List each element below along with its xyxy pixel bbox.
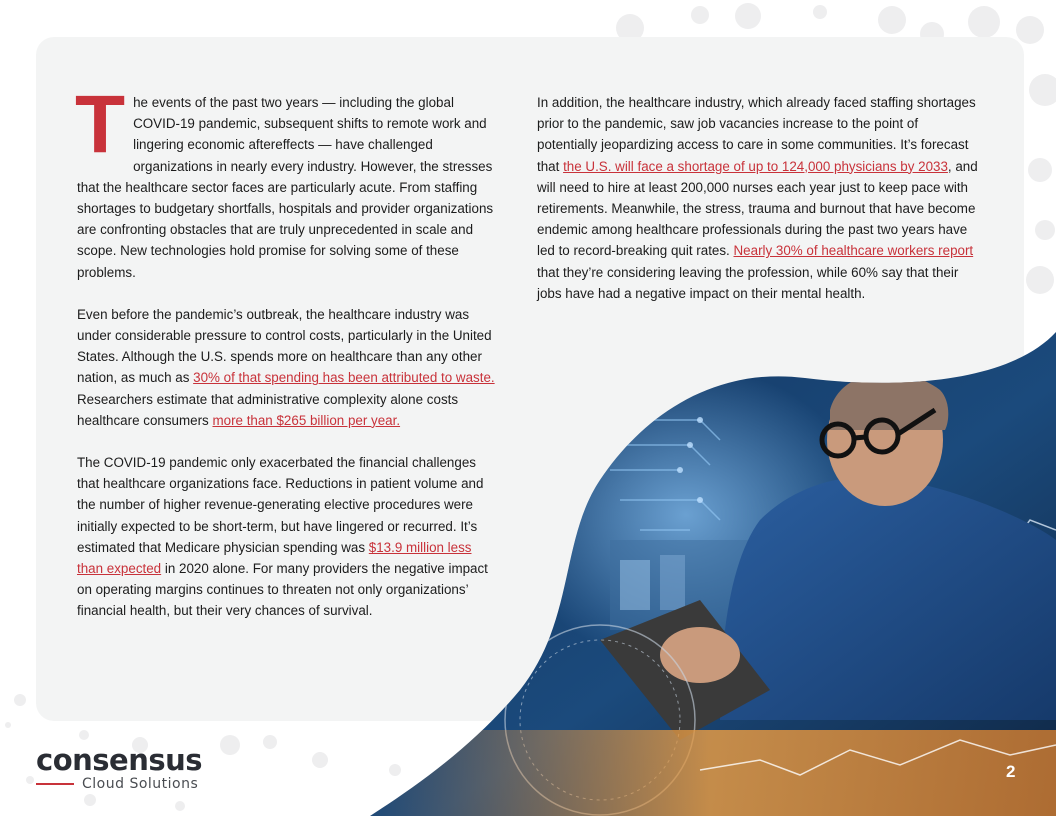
paragraph-text: in 2020 alone. For many providers the negative impact on operating margins continues to threaten not only organizations’ financial health, but their very chances of survival. [77, 561, 488, 619]
paragraph-text: Even before the pandemic’s outbreak, the healthcare industry was under considerable pressure to control costs, particularly in the United States. Although the U.S. spends more on healthcare than any other nation, as much as [77, 306, 492, 386]
covid-paragraph [77, 452, 495, 622]
paragraph-text: Researchers estimate that administrative complexity alone costs healthcare consumers [77, 391, 459, 428]
paragraph-text: , and will need to hire at least 200,000 nurses each year just to keep pace with retirements. Meanwhile, the stress, trauma and burnout that have become endemic among healthcare professionals during the past two years have led to record-breaking quit rates. [537, 158, 978, 259]
paragraph-text: In addition, the healthcare industry, which already faced staffing shortages prior to the pandemic, saw job vacancies increase to the point of potentially jeopardizing access to care in some communities. It’s forecast that [537, 95, 976, 174]
logo-accent-line [36, 783, 74, 785]
logo-subtitle-row [36, 776, 202, 792]
logo-subtitle: Cloud Solutions [82, 776, 199, 792]
staffing-paragraph [537, 92, 982, 304]
waste-link[interactable]: 30% of that spending has been attributed to waste. [193, 370, 495, 386]
admin-cost-link[interactable]: more than $265 billion per year. [212, 412, 401, 428]
healthcare-workers-link[interactable]: Nearly 30% of healthcare workers report [733, 243, 974, 259]
paragraph-text: The COVID-19 pandemic only exacerbated the financial challenges that healthcare organizations face. Reductions in patient volume and the number of higher revenue-generating elective procedures were initially expected to be short-term, but have lingered or recurred. It’s estimated that Medicare physician spending was [77, 455, 484, 555]
drop-cap: T [75, 79, 126, 170]
consensus-logo [36, 744, 202, 792]
right-column [537, 92, 982, 325]
paragraph-text: that they’re considering leaving the profession, while 60% say that their jobs have had a negative impact on their mental health. [537, 264, 959, 301]
intro-paragraph [75, 79, 495, 283]
intro-text: he events of the past two years — including the global COVID-19 pandemic, subsequent shifts to remote work and lingering economic aftereffects — have challenged organizations in nearly every industry. However, the stresses that the healthcare sector faces are particularly acute. From staffing shortages to budgetary shortfalls, hospitals and provider organizations are confronting obstacles that are truly unprecedented in scale and scope. New technologies hold promise for solving some of these problems. [77, 95, 494, 280]
left-column [75, 79, 495, 643]
medicare-spending-link[interactable]: $13.9 million less than expected [77, 539, 472, 577]
logo-wordmark: consensus [36, 743, 203, 777]
cost-pressure-paragraph [77, 304, 495, 431]
page-number: 2 [1006, 762, 1016, 781]
physician-shortage-link[interactable]: the U.S. will face a shortage of up to 124,000 physicians by 2033 [563, 158, 948, 174]
